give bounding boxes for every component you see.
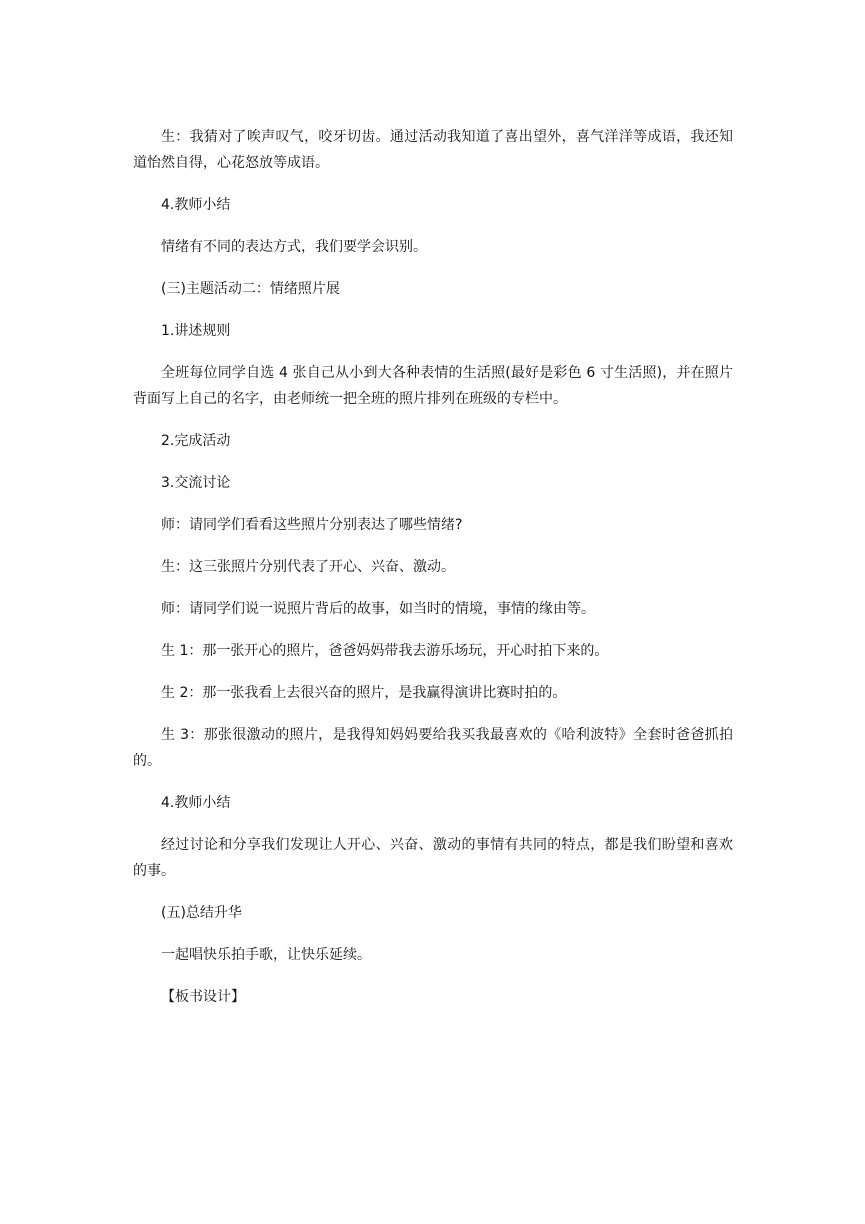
paragraph-teacher-question-1: 师：请同学们看看这些照片分别表达了哪些情绪? bbox=[161, 517, 463, 533]
heading-complete-activity: 2.完成活动 bbox=[161, 433, 231, 449]
document-body bbox=[133, 124, 733, 1026]
paragraph-student-1: 生 1：那一张开心的照片，爸爸妈妈带我去游乐场玩，开心时拍下来的。 bbox=[161, 643, 609, 659]
heading-discussion: 3.交流讨论 bbox=[161, 475, 231, 491]
heading-explain-rules: 1.讲述规则 bbox=[161, 323, 231, 339]
heading-theme-activity-two: (三)主题活动二：情绪照片展 bbox=[161, 281, 340, 297]
heading-summary-elevation: (五)总结升华 bbox=[161, 905, 242, 921]
heading-teacher-summary-2: 4.教师小结 bbox=[161, 795, 231, 811]
paragraph-student-3: 生 3：那张很激动的照片，是我得知妈妈要给我买我最喜欢的《哈利波特》全套时爸爸抓拍的。 bbox=[133, 727, 733, 769]
heading-board-design: 【板书设计】 bbox=[161, 989, 245, 1005]
paragraph-student-idioms: 生：我猜对了唉声叹气，咬牙切齿。通过活动我知道了喜出望外，喜气洋洋等成语，我还知道怡然自得，心花怒放等成语。 bbox=[133, 129, 733, 171]
paragraph-student-2: 生 2：那一张我看上去很兴奋的照片，是我赢得演讲比赛时拍的。 bbox=[161, 685, 567, 701]
paragraph-emotion-expression: 情绪有不同的表达方式，我们要学会识别。 bbox=[161, 239, 427, 255]
paragraph-sing-song: 一起唱快乐拍手歌，让快乐延续。 bbox=[161, 947, 371, 963]
paragraph-rules-detail: 全班每位同学自选 4 张自己从小到大各种表情的生活照(最好是彩色 6 寸生活照)，并在照片背面写上自己的名字，由老师统一把全班的照片排列在班级的专栏中。 bbox=[133, 365, 733, 407]
paragraph-teacher-question-2: 师：请同学们说一说照片背后的故事，如当时的情境，事情的缘由等。 bbox=[161, 601, 595, 617]
paragraph-discussion-summary: 经过讨论和分享我们发现让人开心、兴奋、激动的事情有共同的特点，都是我们盼望和喜欢的事。 bbox=[133, 837, 733, 879]
paragraph-student-answer: 生：这三张照片分别代表了开心、兴奋、激动。 bbox=[161, 559, 455, 575]
heading-teacher-summary-1: 4.教师小结 bbox=[161, 197, 231, 213]
